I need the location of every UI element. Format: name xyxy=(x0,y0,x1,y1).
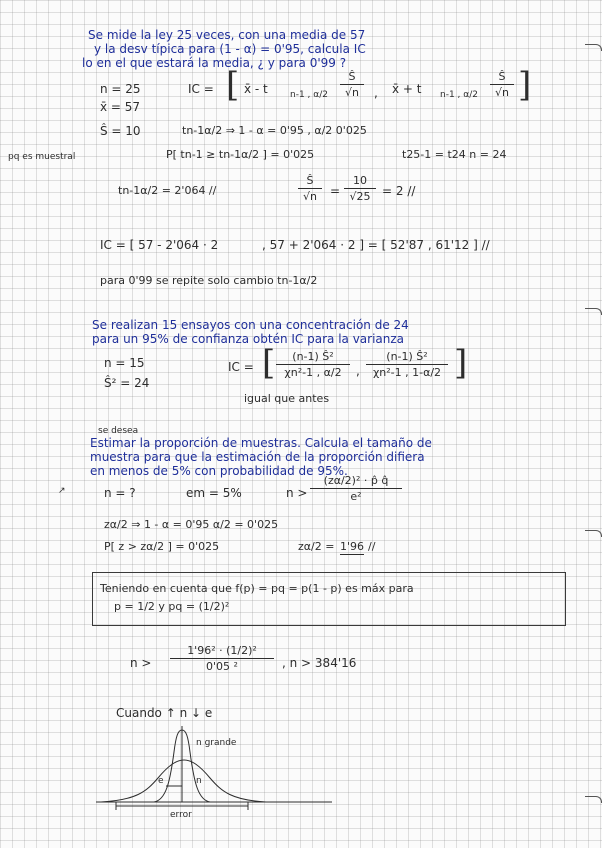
p1-n-given: n = 25 xyxy=(100,82,141,96)
p2-ic-separator: , xyxy=(356,364,360,378)
p1-ic-right-num: Ŝ xyxy=(498,70,506,83)
p3-z-result-label: zα/2 = xyxy=(298,540,335,553)
p1-ic-left-sub: n-1 , α/2 xyxy=(290,90,328,100)
distribution-sketch xyxy=(96,722,336,832)
p3-n-fraction xyxy=(310,474,402,503)
p1-sn-equals: = xyxy=(330,184,341,198)
p3-rule: Cuando ↑ n ↓ e xyxy=(116,706,213,720)
p3-nf-num: (zα/2)² · p̂ q̂ xyxy=(323,474,389,487)
p1-t24-line: t25-1 = t24 n = 24 xyxy=(402,148,507,161)
p1-ic-result-a: IC = [ 57 - 2'064 · 2 xyxy=(100,238,219,252)
binder-mark xyxy=(585,796,602,803)
p2-f1-num: (n-1) Ŝ² xyxy=(292,350,334,363)
p2-ic-fraction2 xyxy=(366,350,448,379)
p3-max-box xyxy=(92,572,566,626)
p2-ic-open-bracket: [ xyxy=(262,343,276,383)
p3-statement-line2: muestra para que la estimación de la proporción difiera xyxy=(90,450,425,464)
p3-z-result: 1'96 xyxy=(340,540,365,553)
p1-xbar-given: x̄ = 57 xyxy=(100,100,141,114)
p1-repeat-note: para 0'99 se repite solo cambio tn-1α/2 xyxy=(100,274,318,287)
p1-sn-fraction xyxy=(298,174,322,203)
p3-n-gt: n > xyxy=(286,486,308,500)
p1-ic-label: IC = xyxy=(188,82,214,96)
p3-z-line: zα/2 ⇒ 1 - α = 0'95 α/2 = 0'025 xyxy=(104,518,279,531)
p1-sn-result: = 2 // xyxy=(382,184,416,198)
p1-ic-left-num: Ŝ xyxy=(348,70,356,83)
p1-sn-den2: √25 xyxy=(349,190,371,203)
p1-ic-separator: , xyxy=(374,86,378,100)
p2-ic-close-bracket: ] xyxy=(454,343,468,383)
binder-mark xyxy=(585,44,602,51)
p3-n-grande-label: n grande xyxy=(196,738,237,748)
p1-ic-left-term: x̄ - t xyxy=(244,82,268,96)
p1-sn-num2: 10 xyxy=(353,174,367,187)
p1-statement-line3: lo en el que estará la media, ¿ y para 0'99 ? xyxy=(82,56,347,70)
p2-ic-fraction1 xyxy=(276,350,350,379)
p2-f1-den: χn²-1 , α/2 xyxy=(284,366,342,379)
p3-box-line2: p = 1/2 y pq = (1/2)² xyxy=(114,600,230,613)
binder-mark xyxy=(585,308,602,315)
p3-e-label: e xyxy=(158,776,164,786)
p1-ic-right-den: √n xyxy=(495,86,509,99)
p3-final-den: 0'05 ² xyxy=(206,660,238,673)
p3-tag: se desea xyxy=(98,426,139,436)
p1-shat-given: Ŝ = 10 xyxy=(100,124,141,138)
p3-z-result-tail: // xyxy=(368,540,376,553)
p2-f2-num: (n-1) Ŝ² xyxy=(386,350,428,363)
p3-statement-line1: Estimar la proporción de muestras. Calcula el tamaño de xyxy=(90,436,432,450)
p3-nf-den: e² xyxy=(350,490,362,503)
p1-t-line: tn-1α/2 ⇒ 1 - α = 0'95 , α/2 0'025 xyxy=(182,124,367,137)
p3-error-label: error xyxy=(170,810,192,820)
wide-distribution-curve xyxy=(101,760,266,802)
p1-ic-left-den: √n xyxy=(345,86,359,99)
binder-mark xyxy=(585,530,602,537)
p3-box-line1: Teniendo en cuenta que f(p) = pq = p(1 - p) es máx para xyxy=(100,582,414,595)
p1-ic-close-bracket: ] xyxy=(518,65,532,105)
p1-statement-line2: y la desv típica para (1 - α) = 0'95, calcula IC xyxy=(94,42,366,56)
p1-ic-right-term: x̄ + t xyxy=(392,82,422,96)
p3-margin-mark: ↗ xyxy=(58,486,66,496)
p1-ic-result-b: , 57 + 2'064 · 2 ] = [ 52'87 , 61'12 ] // xyxy=(262,238,490,252)
p1-ic-right-fraction xyxy=(490,70,514,99)
p1-t-value: tn-1α/2 = 2'064 // xyxy=(118,184,217,197)
p2-f2-den: χn²-1 , 1-α/2 xyxy=(372,366,442,379)
p3-n-label: n xyxy=(196,776,202,786)
p3-final-lhs: n > xyxy=(130,656,152,670)
p1-ic-right-sub: n-1 , α/2 xyxy=(440,90,478,100)
p1-sn-den: √n xyxy=(303,190,317,203)
p3-p-line: P[ z > zα/2 ] = 0'025 xyxy=(104,540,220,553)
p2-ic-label: IC = xyxy=(228,360,254,374)
p3-final-fraction xyxy=(170,644,274,673)
p1-side-note: pq es muestral xyxy=(8,152,76,162)
p1-sn-num: Ŝ xyxy=(306,174,314,187)
p2-n-given: n = 15 xyxy=(104,356,145,370)
p2-same-note: igual que antes xyxy=(244,392,330,405)
p3-em: em = 5% xyxy=(186,486,242,500)
p1-statement-line1: Se mide la ley 25 veces, con una media de 57 xyxy=(88,28,366,42)
p2-s2-given: Ŝ² = 24 xyxy=(104,376,150,390)
p3-final-num: 1'96² · (1/2)² xyxy=(187,644,257,657)
p3-n-unknown: n = ? xyxy=(104,486,136,500)
p3-statement-line3: en menos de 5% con probabilidad de 95%. xyxy=(90,464,348,478)
p1-ic-left-fraction xyxy=(340,70,364,99)
p1-ic-open-bracket: [ xyxy=(226,65,240,105)
p2-statement-line2: para un 95% de confianza obtén IC para la varianza xyxy=(92,332,405,346)
p3-final-rhs: , n > 384'16 xyxy=(282,656,357,670)
p1-p-line: P[ tn-1 ≥ tn-1α/2 ] = 0'025 xyxy=(166,148,315,161)
p1-sn-fraction2 xyxy=(344,174,376,203)
p2-statement-line1: Se realizan 15 ensayos con una concentración de 24 xyxy=(92,318,409,332)
